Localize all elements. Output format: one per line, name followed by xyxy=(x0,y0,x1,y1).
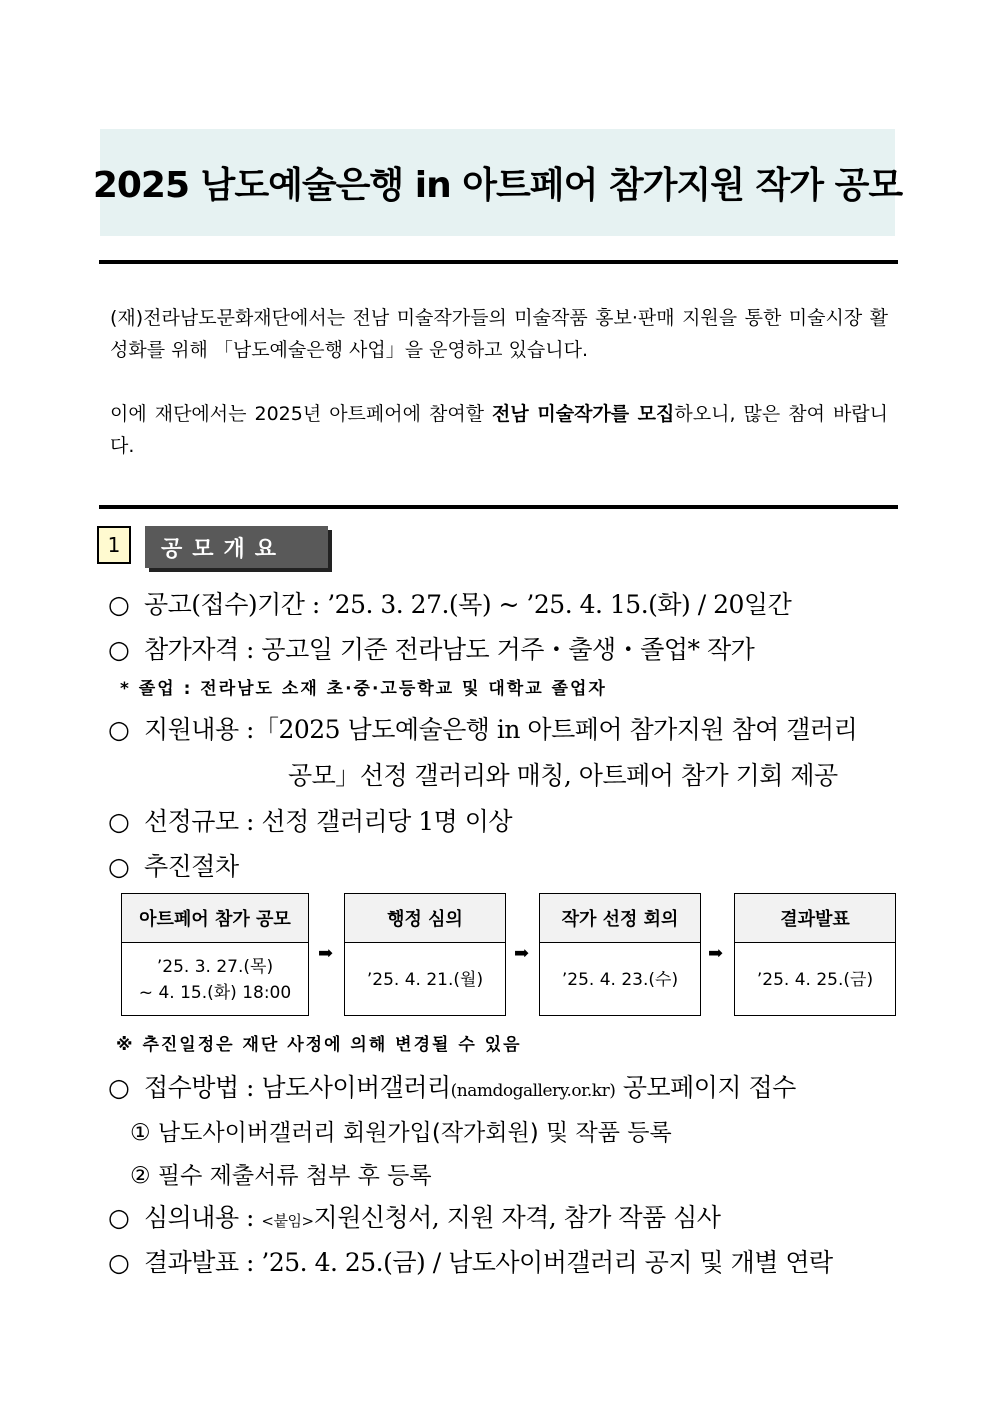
step-dates xyxy=(540,943,700,1017)
title-box xyxy=(92,129,903,236)
review-attachment: <붙임> xyxy=(261,1212,314,1230)
item-method xyxy=(108,1068,796,1104)
step-dates xyxy=(122,943,308,1017)
divider-top xyxy=(99,260,898,264)
bullet-circle-icon: ○ xyxy=(108,635,130,664)
step-date: ’25. 4. 25.(금) xyxy=(756,970,874,990)
intro-emphasis: 전남 미술작가를 모집 xyxy=(492,403,675,425)
bullet-circle-icon: ○ xyxy=(108,1203,130,1232)
step-title: 결과발표 xyxy=(735,894,895,943)
bullet-circle-icon: ○ xyxy=(108,852,130,881)
item-period xyxy=(108,585,791,621)
step-date: ’25. 4. 21.(월) xyxy=(366,970,484,990)
qualification-note: * 졸업 : 전라남도 소재 초·중·고등학교 및 대학교 졸업자 xyxy=(120,679,607,699)
step-dates xyxy=(345,943,505,1017)
section-number: 1 xyxy=(97,526,131,564)
step-title: 행정 심의 xyxy=(345,894,505,943)
intro-paragraph-1: (재)전라남도문화재단에서는 전남 미술작가들의 미술작품 홍보·판매 지원을 통한 미술시장 활성화를 위해 「남도예술은행 사업」을 운영하고 있습니다. xyxy=(110,307,888,361)
support-text-line1: 지원내용 :「2025 남도예술은행 in 아트페어 참가지원 참여 갤러리 xyxy=(144,715,858,744)
item-procedure xyxy=(108,847,239,883)
step-title: 아트페어 참가 공모 xyxy=(122,894,308,943)
step-date: ’25. 4. 23.(수) xyxy=(561,970,679,990)
step-box-4 xyxy=(734,893,896,1016)
method-url: (namdogallery.or.kr) xyxy=(450,1081,616,1101)
period-text: 공고(접수)기간 : ’25. 3. 27.(목) ~ ’25. 4. 15.(화) / 20일간 xyxy=(144,590,792,619)
intro-paragraph-2 xyxy=(110,398,888,462)
section-title: 공모개요 xyxy=(145,526,328,568)
bullet-circle-icon: ○ xyxy=(108,807,130,836)
review-text-tail: 지원신청서, 지원 자격, 참가 작품 심사 xyxy=(313,1203,721,1232)
step-date-end: ~ 4. 15.(화) 18:00 xyxy=(138,983,292,1003)
item-review xyxy=(108,1198,720,1234)
step-dates xyxy=(735,943,895,1017)
step-title: 작가 선정 회의 xyxy=(540,894,700,943)
intro-text-c: 하오니, 많은 참여 바랍니다. xyxy=(110,403,889,457)
review-text: 심의내용 : xyxy=(144,1203,262,1232)
bullet-circle-icon: ○ xyxy=(108,1248,130,1277)
step-date-start: ’25. 3. 27.(목) xyxy=(156,957,274,977)
method-step-2: ② 필수 제출서류 첨부 후 등록 xyxy=(130,1163,432,1189)
method-text-tail: 공모페이지 접수 xyxy=(615,1073,796,1102)
bullet-circle-icon: ○ xyxy=(108,590,130,619)
page-title: 2025 남도예술은행 in 아트페어 참가지원 작가 공모 xyxy=(92,165,903,206)
item-scale xyxy=(108,802,512,838)
arrow-right-icon: ➡ xyxy=(514,943,530,964)
method-step-1: ① 남도사이버갤러리 회원가입(작가회원) 및 작품 등록 xyxy=(130,1120,672,1146)
bullet-circle-icon: ○ xyxy=(108,1073,130,1102)
method-text: 접수방법 : 남도사이버갤러리 xyxy=(144,1073,451,1102)
procedure-note: ※ 추진일정은 재단 사정에 의해 변경될 수 있음 xyxy=(116,1035,522,1055)
procedure-text: 추진절차 xyxy=(144,852,239,881)
step-box-1 xyxy=(121,893,309,1016)
arrow-right-icon: ➡ xyxy=(708,943,724,964)
intro-text-a: 이에 재단에서는 2025년 아트페어에 참여할 xyxy=(110,403,493,425)
step-box-2 xyxy=(344,893,506,1016)
support-text-line2: 공모」선정 갤러리와 매칭, 아트페어 참가 기회 제공 xyxy=(288,761,838,790)
item-qualification xyxy=(108,630,754,666)
arrow-right-icon: ➡ xyxy=(318,943,334,964)
scale-text: 선정규모 : 선정 갤러리당 1명 이상 xyxy=(144,807,513,836)
item-support xyxy=(108,710,857,746)
bullet-circle-icon: ○ xyxy=(108,715,130,744)
qualification-text: 참가자격 : 공고일 기준 전라남도 거주・출생・졸업* 작가 xyxy=(144,635,755,664)
divider-bottom xyxy=(99,505,898,509)
step-box-3 xyxy=(539,893,701,1016)
result-text: 결과발표 : ’25. 4. 25.(금) / 남도사이버갤러리 공지 및 개별 연락 xyxy=(144,1248,833,1277)
item-result xyxy=(108,1243,833,1279)
